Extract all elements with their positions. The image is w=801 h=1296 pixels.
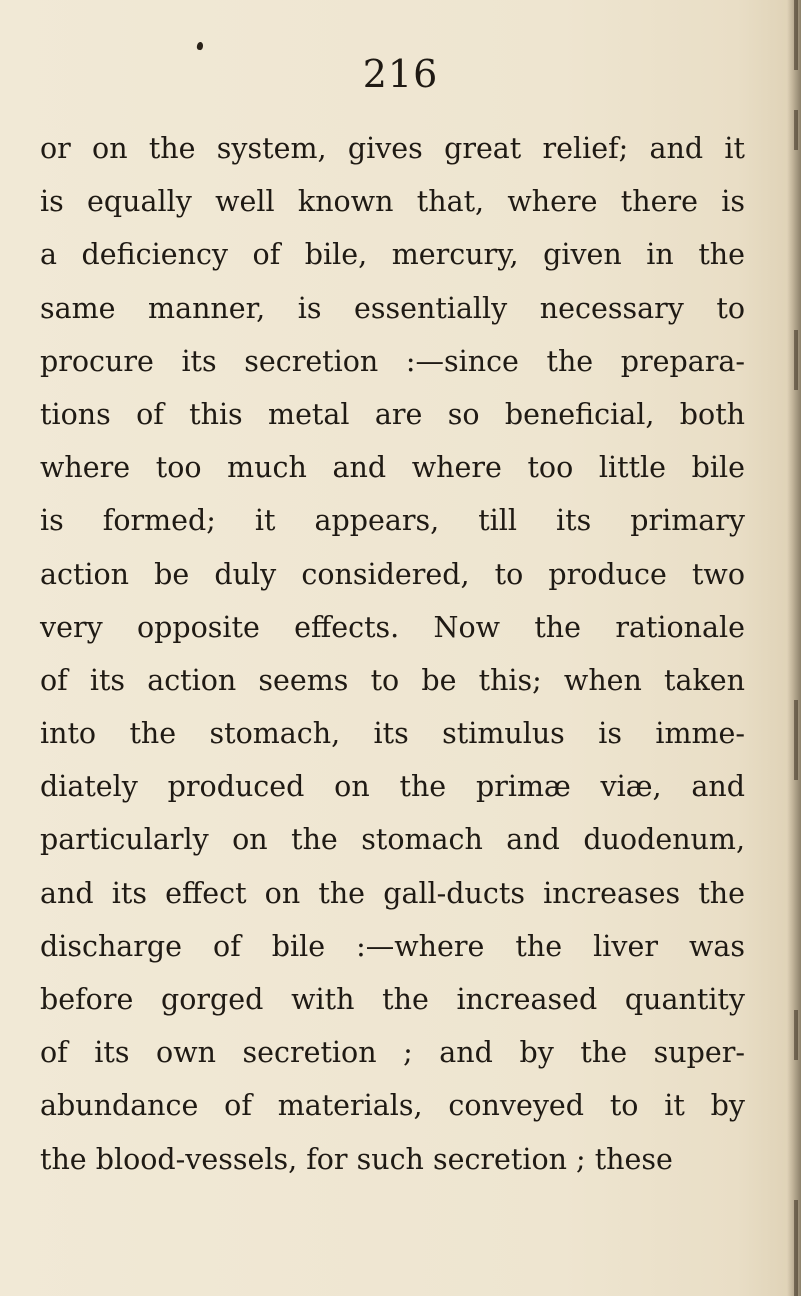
text-line: diately produced on the primæ viæ, and (40, 770, 745, 804)
edge-mark (794, 330, 798, 390)
text-line: same manner, is essentially necessary to (40, 291, 745, 325)
text-line: of its own secretion ; and by the super- (40, 1036, 745, 1070)
text-line: very opposite effects. Now the rationale (40, 610, 745, 644)
text-line: discharge of bile :—where the liver was (40, 929, 745, 963)
page-edge-shadow (787, 0, 801, 1296)
text-line: of its action seems to be this; when taken (40, 663, 745, 697)
text-line: is equally well known that, where there is (40, 185, 745, 219)
text-line: action be duly considered, to produce two (40, 557, 745, 591)
text-line: is formed; it appears, till its primary (40, 504, 745, 538)
text-line: before gorged with the increased quantity (40, 983, 745, 1016)
text-line: abundance of materials, conveyed to it by (40, 1089, 745, 1123)
edge-mark (794, 110, 798, 150)
text-line: procure its secretion :—since the prepara- (40, 344, 745, 378)
edge-mark (794, 1200, 798, 1296)
text-line: where too much and where too little bile (40, 451, 745, 485)
text-line: tions of this metal are so beneficial, both (40, 397, 745, 431)
text-line: particularly on the stomach and duodenum, (40, 823, 745, 857)
edge-mark (794, 700, 798, 780)
page-number: 216 (362, 52, 439, 96)
edge-mark (794, 1010, 798, 1060)
text-line: the blood-vessels, for such secretion ; these (40, 1142, 673, 1176)
ink-speck (196, 42, 203, 51)
text-line: and its effect on the gall-ducts increases the (40, 876, 745, 910)
edge-mark (794, 0, 798, 70)
text-line: into the stomach, its stimulus is imme- (40, 717, 745, 751)
body-text (40, 122, 745, 1186)
text-line: or on the system, gives great relief; and it (40, 132, 745, 165)
text-line: a deficiency of bile, mercury, given in the (40, 238, 745, 272)
